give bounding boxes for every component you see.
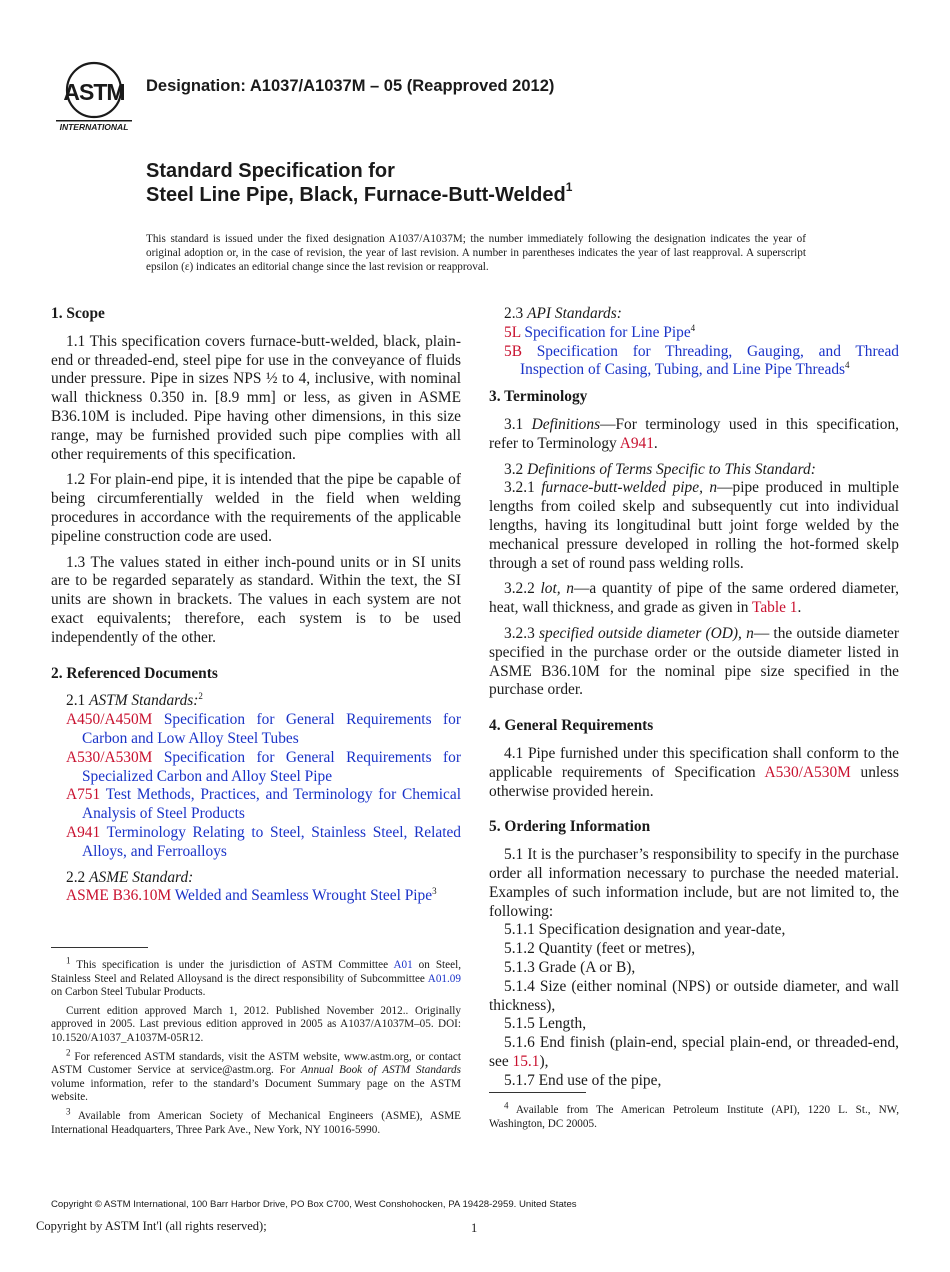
ref-title[interactable]: Specification for General Requirements for Specialized Carbon and Alloy Steel Pipe <box>82 748 461 785</box>
title-footnote-mark: 1 <box>565 180 573 195</box>
title-text: Steel Line Pipe, Black, Furnace-Butt-Welded <box>146 184 566 206</box>
left-column <box>51 305 461 906</box>
copyright-line: Copyright © ASTM International, 100 Barr Harbor Drive, PO Box C700, West Conshohocken, PA 19428-2959. United States <box>51 1199 577 1210</box>
num: 3.2.3 <box>504 624 535 642</box>
para-1-3: 1.3 The values stated in either inch-pound units or in SI units are to be regarded separately as standard. Within the text, the SI units are shown in brackets. The values in each system are not exact equivalents; therefore, each system is to be used independently of the other. <box>51 553 461 646</box>
ref-code[interactable]: A751 <box>66 786 101 804</box>
astm-mark: 2 <box>198 691 203 702</box>
text: . <box>653 434 658 452</box>
ref-api-5l[interactable] <box>489 324 899 343</box>
astm-label: ASTM Standards: <box>89 692 199 710</box>
ref-mark: 3 <box>432 886 437 897</box>
footnote-2 <box>51 1046 461 1105</box>
fn-text: This specification is under the jurisdiction of ASTM Committee <box>70 959 394 971</box>
text: —a quantity of pipe of the same ordered diameter, heat, wall thickness, and grade as given in <box>489 580 900 617</box>
para-3-2-1 <box>489 479 899 573</box>
para-4-1 <box>489 745 899 801</box>
fn-mark: 2 <box>66 1046 71 1057</box>
page-number: 1 <box>471 1221 478 1235</box>
ref-mark: 4 <box>690 322 696 333</box>
link-15-1[interactable]: 15.1 <box>512 1052 540 1070</box>
para-5-1: 5.1 It is the purchaser’s responsibility to specify in the purchase order all information necessary to purchase the needed material. Examples of such information include, but are not limited to, the following: <box>489 846 899 920</box>
item-5-1-2: 5.1.2 Quantity (feet or metres), <box>504 940 696 958</box>
ref-api-5b[interactable] <box>489 343 899 381</box>
fn-em: Annual Book of ASTM Standards <box>301 1064 461 1077</box>
footnote-3 <box>51 1106 461 1137</box>
footnote-4 <box>489 1100 899 1131</box>
ref-code[interactable]: 5B <box>504 342 522 360</box>
term: Definitions <box>531 415 601 433</box>
para-3-1 <box>489 416 899 454</box>
text: . <box>797 599 802 617</box>
term: Definitions of Terms Specific to This Standard: <box>527 460 816 478</box>
ref-title[interactable]: Specification for General Requirements for Carbon and Low Alloy Steel Tubes <box>82 711 461 747</box>
link-table-1[interactable]: Table 1 <box>752 599 798 617</box>
ref-a941[interactable] <box>51 824 461 862</box>
para-1-2: 1.2 For plain-end pipe, it is intended that the pipe be capable of being circumferentially welded in the field when welding procedures in accordance with the requirements of the applicable pipeline construction code are used. <box>51 471 461 545</box>
num: 3.1 <box>504 415 524 433</box>
fn-text: volume information, refer to the standard’s Document Summary page on the ASTM website. <box>51 1077 461 1104</box>
footnote-rule-left <box>51 947 148 948</box>
para-3-2 <box>489 461 899 480</box>
text: —pipe produced in multiple lengths from coiled skelp and subsequently cut into individual lengths, having its longitudinal butt joint forge welded by the mechanical pressure developed in rolling the hot-formed skelp through a set of round pass welding rolls. <box>489 479 899 572</box>
ref-mark: 4 <box>845 360 850 371</box>
astm-logo-mark <box>52 60 136 132</box>
term: lot, n <box>540 580 575 598</box>
asme-num: 2.2 <box>66 868 86 886</box>
section-5-heading: 5. Ordering Information <box>489 818 651 836</box>
link-a530[interactable]: A530/A530M <box>764 763 851 781</box>
ref-code[interactable]: A530/A530M <box>66 748 153 766</box>
num: 3.2.1 <box>504 479 535 497</box>
fn-mark: 3 <box>66 1106 71 1117</box>
ref-code[interactable]: 5L <box>504 323 521 341</box>
fn-link-a01[interactable]: A01 <box>393 959 413 971</box>
ref-asme-b36[interactable] <box>51 887 461 906</box>
term: furnace-butt-welded pipe, n <box>541 479 718 497</box>
footnote-rule-right <box>489 1092 586 1093</box>
title-line-2 <box>146 180 573 207</box>
link-a941[interactable]: A941 <box>619 434 654 452</box>
asme-standard-label <box>51 869 461 888</box>
num: 3.2.2 <box>504 580 535 598</box>
astm-num: 2.1 <box>66 692 86 710</box>
footnotes-right <box>489 1100 899 1136</box>
svg-text:INTERNATIONAL: INTERNATIONAL <box>59 122 129 132</box>
ref-a450[interactable] <box>51 711 461 749</box>
api-num: 2.3 <box>504 305 524 322</box>
ref-title[interactable]: Terminology Relating to Steel, Stainless Steel, Related Alloys, and Ferroalloys <box>82 823 461 860</box>
fn-text: on Carbon Steel Tubular Products. <box>51 986 206 999</box>
copyright-notice: Copyright by ASTM Int'l (all rights reserved); <box>36 1219 267 1233</box>
footnote-1 <box>51 955 461 1000</box>
intro-paragraph: This standard is issued under the fixed designation A1037/A1037M; the number immediately following the designation indicates the year of original adoption or, in the case of revision, the year of last revision. A number in parentheses indicates the year of last reapproval. A superscript epsilon (ε) indicates an editorial change since the last revision or reapproval. <box>146 233 806 274</box>
text: 5.1.6 End finish (plain-end, special plain-end, or threaded-end, see <box>489 1034 899 1070</box>
svg-text:ASTM: ASTM <box>63 79 125 105</box>
right-column <box>489 305 899 1090</box>
item-5-1-4: 5.1.4 Size (either nominal (NPS) or outside diameter, and wall thickness), <box>489 977 899 1014</box>
astm-logo <box>52 60 136 132</box>
para-1-1: 1.1 This specification covers furnace-butt-welded, black, plain-end or threaded-end, steel pipe for use in the conveyance of fluids under pressure. Pipe in sizes NPS ½ to 4, inclusive, with nominal wall thickness 0.350 in. [8.9 mm] or less, as given in ASME B36.10M is included. Pipe having other dimensions, in this size range, may be furnished provided such pipe complies with all other requirements of this specification. <box>51 332 461 463</box>
ref-title[interactable]: Welded and Seamless Wrought Steel Pipe <box>174 887 433 905</box>
item-5-1-7: 5.1.7 End use of the pipe, <box>504 1071 662 1089</box>
term: specified outside diameter (OD), n <box>539 624 754 642</box>
ref-title[interactable]: Test Methods, Practices, and Terminology for Chemical Analysis of Steel Products <box>82 786 461 823</box>
section-4-heading: 4. General Requirements <box>489 717 654 735</box>
api-label: API Standards: <box>527 305 622 322</box>
ref-code[interactable]: A450/A450M <box>66 711 153 729</box>
fn-text: on Steel, Stainless Steel and Related Alloysand is the direct responsibility of Subcommittee <box>51 959 461 985</box>
fn-text: Available from American Society of Mechanical Engineers (ASME), ASME International Headquarters, Three Park Ave., New York, NY 10016-5990. <box>51 1109 461 1136</box>
text: —For terminology used in this specification, refer to Terminology <box>489 415 899 452</box>
section-1-heading: 1. Scope <box>51 305 105 322</box>
text: ), <box>539 1052 549 1070</box>
fn-mark: 1 <box>66 955 71 966</box>
ref-title[interactable]: Specification for Line Pipe <box>524 323 691 341</box>
footnotes-left <box>51 955 461 1142</box>
astm-standards-label <box>51 692 461 711</box>
text: — the outside diameter specified in the purchase order or the outside diameter listed in ASME B36.10M for the nominal pipe size specified in the purchase order. <box>489 624 899 699</box>
para-3-2-3 <box>489 625 899 700</box>
ref-code[interactable]: ASME B36.10M <box>66 887 172 905</box>
fn-mark: 4 <box>504 1100 509 1111</box>
title-line-1: Standard Specification for <box>146 160 395 182</box>
text: 4.1 Pipe furnished under this specification shall conform to the applicable requirements of Specification <box>489 744 899 781</box>
para-3-2-2 <box>489 580 899 618</box>
item-5-1-6 <box>489 1034 899 1072</box>
num: 3.2 <box>504 460 524 478</box>
fn-text: Available from The American Petroleum Institute (API), 1220 L. St., NW, Washington, DC 20005. <box>489 1104 899 1130</box>
ref-code[interactable]: A941 <box>66 823 101 841</box>
text: unless otherwise provided herein. <box>489 763 899 800</box>
item-5-1-5: 5.1.5 Length, <box>504 1015 587 1033</box>
footnote-1-edition: Current edition approved March 1, 2012. Published November 2012.. Originally approved in 2005. Last previous edition approved in 2005 as A1037/A1037M–05. DOI: 10.1520/A1037_A1037M-05R12. <box>51 1004 461 1044</box>
designation: Designation: A1037/A1037M – 05 (Reapproved 2012) <box>146 77 555 95</box>
ref-a751[interactable] <box>51 786 461 824</box>
ref-title[interactable]: Specification for Threading, Gauging, and Thread Inspection of Casing, Tubing, and Line Pipe Threads <box>520 342 899 379</box>
fn-link-a0109[interactable]: A01.09 <box>427 972 461 985</box>
item-5-1-3: 5.1.3 Grade (A or B), <box>504 958 636 976</box>
section-3-heading: 3. Terminology <box>489 388 588 406</box>
section-2-heading: 2. Referenced Documents <box>51 664 218 682</box>
asme-label: ASME Standard: <box>89 868 194 886</box>
api-standards-label <box>489 305 899 324</box>
fn-text: For referenced ASTM standards, visit the ASTM website, www.astm.org, or contact ASTM Customer Service at service@astm.org. For <box>51 1050 461 1077</box>
ref-a530[interactable] <box>51 749 461 787</box>
item-5-1-1: 5.1.1 Specification designation and year-date, <box>504 921 786 939</box>
